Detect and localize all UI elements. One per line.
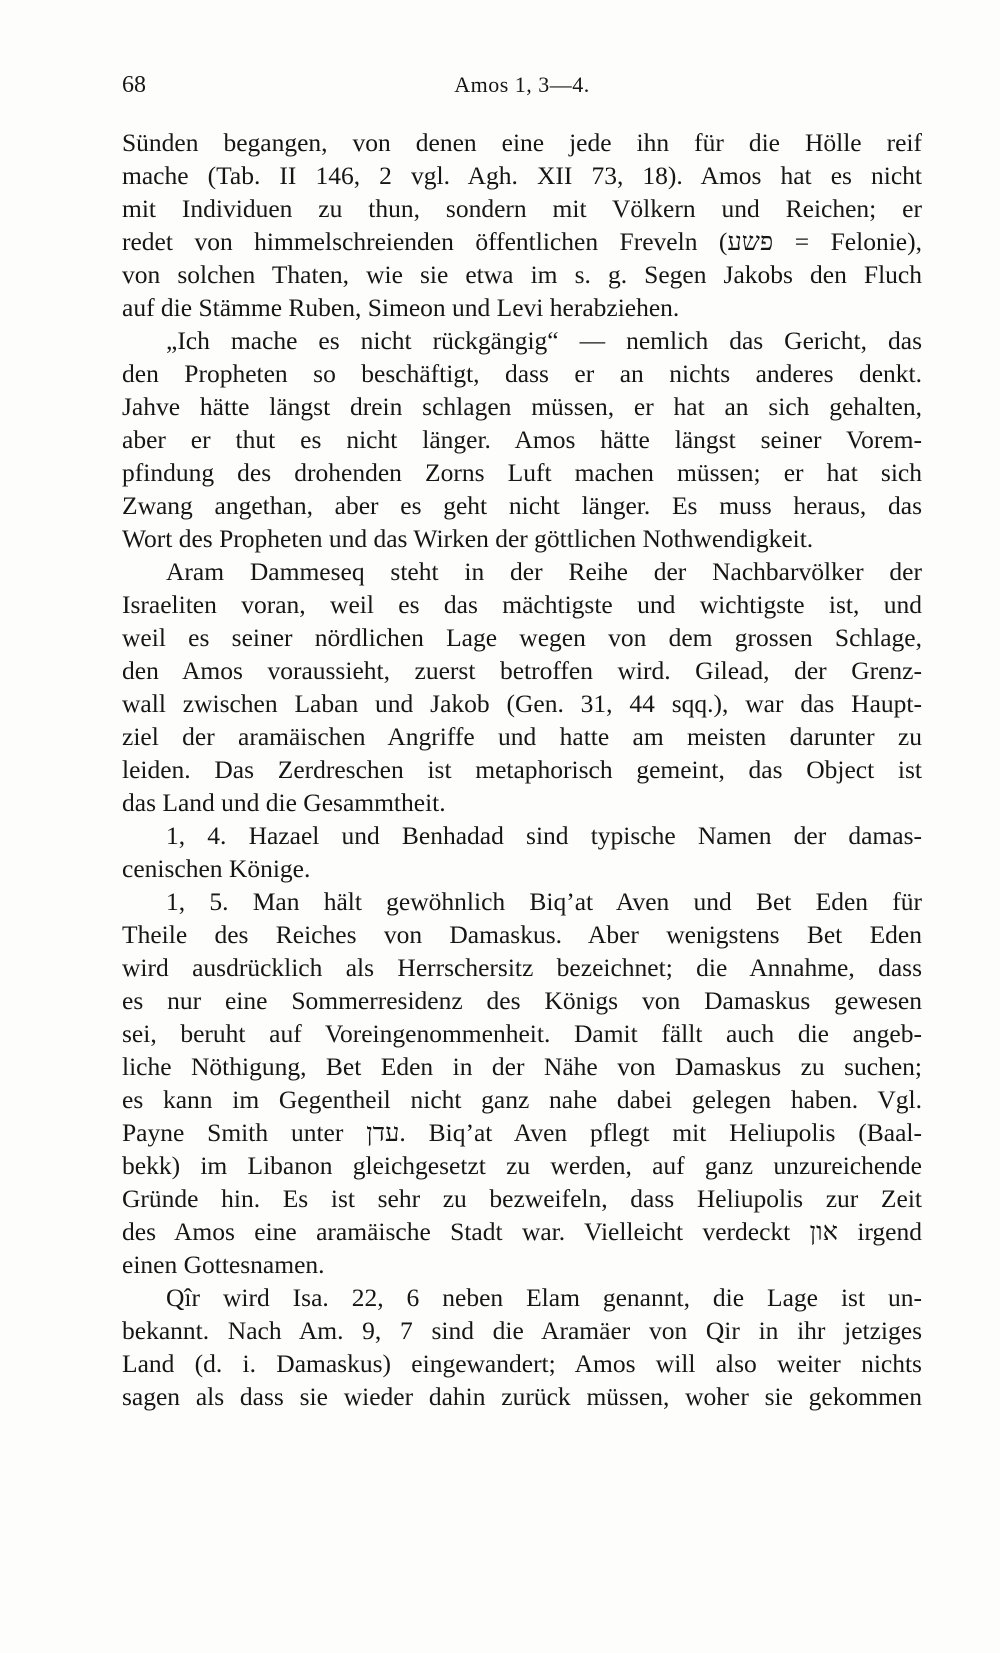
text-line: Sünden begangen, von denen eine jede ihn für die Hölle reif [122,128,922,157]
body-text [122,126,922,1413]
text-line: von solchen Thaten, wie sie etwa im s. g. Segen Jakobs den Fluch [122,260,922,289]
text-line: bekk) im Libanon gleichgesetzt zu werden, auf ganz unzureichende [122,1151,922,1180]
text-line: weil es seiner nördlichen Lage wegen von dem grossen Schlage, [122,623,922,652]
text-line: bekannt. Nach Am. 9, 7 sind die Aramäer von Qir in ihr jetziges [122,1316,922,1345]
text-line: Land (d. i. Damaskus) eingewandert; Amos will also weiter nichts [122,1349,922,1378]
text-line: liche Nöthigung, Bet Eden in der Nähe von Damaskus zu suchen; [122,1052,922,1081]
text-line: einen Gottesnamen. [122,1250,325,1279]
text-line: Theile des Reiches von Damaskus. Aber wenigstens Bet Eden [122,920,922,949]
text-line: pfindung des drohenden Zorns Luft machen müssen; er hat sich [122,458,922,487]
text-line: auf die Stämme Ruben, Simeon und Levi herabziehen. [122,293,680,322]
text-line: ziel der aramäischen Angriffe und hatte am meisten darunter zu [122,722,922,751]
running-title: Amos 1, 3—4. [454,72,590,97]
text-line: sei, beruht auf Voreingenommenheit. Damit fällt auch die angeb- [122,1019,922,1048]
text-line: Zwang angethan, aber es geht nicht länger. Es muss heraus, das [122,491,922,520]
text-line: wird ausdrücklich als Herrschersitz bezeichnet; die Annahme, dass [122,953,922,982]
text-line: Wort des Propheten und das Wirken der göttlichen Nothwendigkeit. [122,524,814,553]
text-line: Israeliten voran, weil es das mächtigste und wichtigste ist, und [122,590,922,619]
text-line: Jahve hätte längst drein schlagen müssen, er hat an sich gehalten, [122,392,922,421]
text-line: wall zwischen Laban und Jakob (Gen. 31, 44 sqq.), war das Haupt- [122,689,922,718]
text-line: den Propheten so beschäftigt, dass er an nichts anderes denkt. [122,359,922,388]
text-line: den Amos voraussieht, zuerst betroffen wird. Gilead, der Grenz- [122,656,922,685]
text-line: sagen als dass sie wieder dahin zurück müssen, woher sie gekommen [122,1382,922,1411]
text-line: Aram Dammeseq steht in der Reihe der Nachbarvölker der [166,557,922,586]
text-line: des Amos eine aramäische Stadt war. Vielleicht verdeckt און irgend [122,1217,922,1246]
text-line: mache (Tab. II 146, 2 vgl. Agh. XII 73, 18). Amos hat es nicht [122,161,922,190]
text-line: es nur eine Sommerresidenz des Königs von Damaskus gewesen [122,986,922,1015]
text-line: aber er thut es nicht länger. Amos hätte längst seiner Vorem- [122,425,922,454]
text-line: redet von himmelschreienden öffentlichen Freveln (פשע = Felonie), [122,227,922,256]
text-line: Gründe hin. Es ist sehr zu bezweifeln, dass Heliupolis zur Zeit [122,1184,922,1213]
text-line: Qîr wird Isa. 22, 6 neben Elam genannt, die Lage ist un- [166,1283,922,1312]
page-number: 68 [122,72,146,98]
text-line: cenischen Könige. [122,854,311,883]
text-line: 1, 4. Hazael und Benhadad sind typische Namen der damas- [166,821,922,850]
text-line: das Land und die Gesammtheit. [122,788,446,817]
text-line: mit Individuen zu thun, sondern mit Völkern und Reichen; er [122,194,922,223]
text-line: „Ich mache es nicht rückgängig“ — nemlich das Gericht, das [166,326,922,355]
running-head [122,72,922,112]
text-line: Payne Smith unter עדן. Biq’at Aven pflegt mit Heliupolis (Baal- [122,1118,922,1147]
text-line: leiden. Das Zerdreschen ist metaphorisch gemeint, das Object ist [122,755,922,784]
text-line: 1, 5. Man hält gewöhnlich Biq’at Aven und Bet Eden für [166,887,922,916]
text-line: es kann im Gegentheil nicht ganz nahe dabei gelegen haben. Vgl. [122,1085,922,1114]
